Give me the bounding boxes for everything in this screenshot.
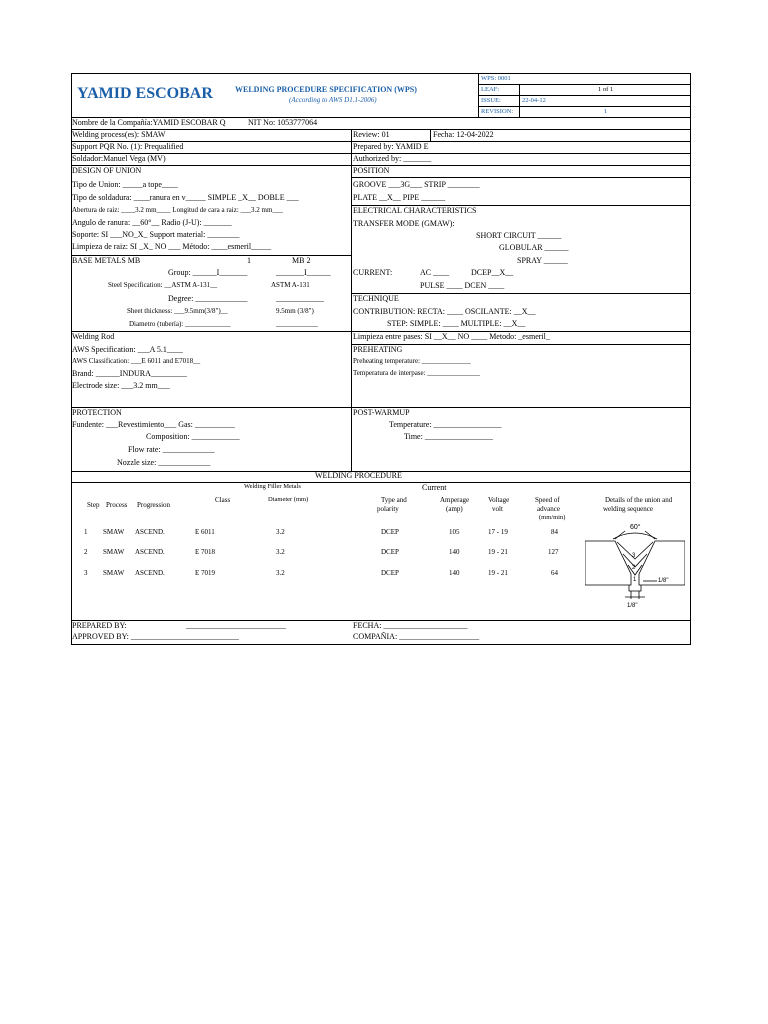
position-title: POSITION [353,166,390,175]
base-metals-title: BASE METALS MB [72,256,141,265]
fundente: Fundente: ___Revestimiento___ Gas: __________ [72,420,235,429]
row-diameter: 3.2 [276,548,285,556]
row-speed: 127 [548,548,559,556]
col-diameter: Diameter (mm) [268,496,309,503]
issue-label: ISSUE: [481,97,501,104]
nozzle-size: Nozzle size: _____________ [117,458,211,467]
diameter-mb2: ____________ [276,320,318,328]
revision-value: 1 [604,108,608,115]
col-type2: polarity [377,505,399,513]
row-volt: 17 - 19 [488,528,508,536]
protection-title: PROTECTION [72,408,122,417]
row-progression: ASCEND. [135,569,165,577]
row-polarity: DCEP [381,569,399,577]
contribution: CONTRIBUTION: RECTA: ____ OSCILANTE: __X__ [353,307,536,316]
pulse-dcen: PULSE ____ DCEN ____ [420,281,505,290]
leaf-label: LEAF: [481,86,500,93]
approved-label: APPROVED BY: ___________________________ [72,632,239,641]
interpase-temp: Temperatura de interpase: _______________ [353,369,480,377]
row-volt: 19 - 21 [488,569,508,577]
group-mb1: Group: ______I_______ [168,268,248,277]
col-speed2: advance [537,505,560,513]
aws-spec: AWS Specification: ___A 5.1____ [72,345,183,354]
prepared-label: PREPARED BY: [72,621,127,630]
footer-compania: COMPAÑIA: ____________________ [353,632,480,641]
preheat-title: PREHEATING [353,345,403,354]
row-class: E 6011 [195,528,215,536]
transfer-mode: TRANSFER MODE (GMAW): [353,219,455,228]
filler-metals-label: Welding Filler Metals [244,483,301,490]
short-circuit: SHORT CIRCUIT ______ [476,231,562,240]
tipo-union: Tipo de Union: _____a tope____ [72,180,178,189]
support-pqr: Support PQR No. (1): Prequalified [72,142,184,151]
leaf-value: 1 of 1 [598,86,614,93]
col-type1: Type and [381,496,407,504]
limpieza-pases: Limpieza entre pases: SI __X__ NO ____ Metodo: _esmeril_ [353,332,550,341]
spray: SPRAY ______ [517,256,568,265]
rod-title: Welding Rod [72,332,115,341]
row-class: E 7019 [195,569,216,577]
aws-class: AWS Classification: ___E 6011 and E7018__ [72,357,201,365]
row-step: 1 [84,528,88,536]
revision-label: REVISION: [481,108,514,115]
soporte: Soporte: SI ___NO_X_ Support material: ________ [72,230,240,239]
col-volt1: Voltage [488,496,510,504]
authorized-by: Authorized by: _______ [353,154,432,163]
nit: NIT No: 1053777064 [248,118,318,127]
electrical-title: ELECTRICAL CHARACTERISTICS [353,206,477,215]
row-process: SMAW [103,548,125,556]
post-temp: Temperature: _________________ [389,420,502,429]
dcep: DCEP__X__ [471,268,514,277]
col-process: Process [106,501,128,509]
sketch-pass-2: 2 [632,565,636,571]
current-group-label: Current [422,483,447,492]
row-polarity: DCEP [381,548,399,556]
degree-mb2: ____________ [276,294,324,303]
current-label: CURRENT: [353,268,393,277]
preheat-temp: Preheating temperature: ______________ [353,357,471,365]
row-step: 2 [84,548,88,556]
col-step: Step [87,501,100,509]
steel-spec-mb2: ASTM A-131 [271,281,310,289]
center-divider [351,129,352,471]
sketch-gap: 1/8" [627,603,638,609]
step-type: STEP: SIMPLE: ____ MULTIPLE: __X__ [387,319,526,328]
ac: AC ____ [420,268,450,277]
prepared-by: Prepared by: YAMID E [353,142,429,151]
col-details1: Details of the union and [605,496,673,504]
diameter-mb1: Diametro (tubería): _____________ [129,320,231,328]
union-title: DESIGN OF UNION [72,166,142,175]
welding-process: Welding process(es): SMAW [72,130,166,139]
sketch-pass-1: 1 [633,577,637,583]
plate: PLATE __X__ PIPE ______ [353,193,446,202]
thickness-mb1: Sheet thickness: ___9.5mm(3/8")__ [127,307,228,315]
joint-sketch [585,519,685,609]
sketch-angle: 60° [630,524,641,531]
procedure-title: WELDING PROCEDURE [315,471,402,480]
steel-spec-mb1: Steel Specification: __ASTM A-131__ [108,281,218,289]
col-progression: Progression [137,501,171,509]
row-amp: 140 [449,569,460,577]
row-diameter: 3.2 [276,569,285,577]
col-speed1: Speed of [535,496,560,504]
row-volt: 19 - 21 [488,548,508,556]
sketch-land: 1/8" [658,578,669,584]
post-time: Time: _________________ [404,432,493,441]
col-details2: welding sequence [603,505,653,513]
prepared-line: _________________________ [186,621,286,630]
row-speed: 84 [551,528,558,536]
row-diameter: 3.2 [276,528,285,536]
col-amp2: (amp) [446,505,463,513]
welder: Soldador:Manuel Vega (MV) [72,154,166,163]
groove: GROOVE ___3G___ STRIP ________ [353,180,480,189]
col-amp1: Amperage [440,496,470,504]
row-process: SMAW [103,569,125,577]
limpieza-raiz: Limpieza de raiz: SI _X_ NO ___ Método: ____esmeril_____ [72,242,272,251]
brand: Brand: ______INDURA_________ [72,369,187,378]
flow-rate: Flow rate: _____________ [128,445,215,454]
review: Review: 01 [353,130,390,139]
fecha: Fecha: 12-04-2022 [433,130,494,139]
row-speed: 64 [551,569,558,577]
row-process: SMAW [103,528,125,536]
row-amp: 105 [449,528,460,536]
composition: Composition: ____________ [146,432,240,441]
group-mb2: _______I______ [276,268,331,277]
row-progression: ASCEND. [135,528,165,536]
postwarmup-title: POST-WARMUP [353,408,410,417]
issue-value: 22-04-12 [522,97,546,104]
doc-subtitle: (According to AWS D1.1-2006) [289,96,377,104]
mb2-col: MB 2 [292,256,311,265]
doc-title: WELDING PROCEDURE SPECIFICATION (WPS) [235,85,417,94]
row-polarity: DCEP [381,528,399,536]
globular: GLOBULAR ______ [499,243,569,252]
row-progression: ASCEND. [135,548,165,556]
electrode-size: Electrode size: ___3.2 mm___ [72,381,170,390]
abertura: Abertura de raiz: ____3.2 mm____ Longitud de cara a raiz: ___3.2 mm___ [72,206,283,214]
col-speed3: (mm/min) [539,514,566,521]
row-step: 3 [84,569,88,577]
row-class: E 7018 [195,548,216,556]
degree-mb1: Degree: _____________ [168,294,248,303]
thickness-mb2: 9.5mm (3/8") [276,307,314,315]
technique-title: TECHNIQUE [353,294,399,303]
footer-fecha: FECHA: _____________________ [353,621,468,630]
wps-number: WPS: 0001 [481,75,511,82]
col-class: Class [215,496,231,504]
angulo: Angulo de ranura: __60°__ Radio (J-U): _______ [72,218,232,227]
company-name: Nombre de la Compañía:YAMID ESCOBAR Q [72,118,226,127]
col-volt2: volt [492,505,503,513]
company-title: YAMID ESCOBAR [77,85,213,102]
tipo-soldadura: Tipo de soldadura: ____ranura en v_____ SIMPLE _X__ DOBLE ___ [72,193,299,202]
mb1-col: 1 [247,256,251,265]
sketch-pass-3: 3 [632,553,636,559]
row-amp: 140 [449,548,460,556]
